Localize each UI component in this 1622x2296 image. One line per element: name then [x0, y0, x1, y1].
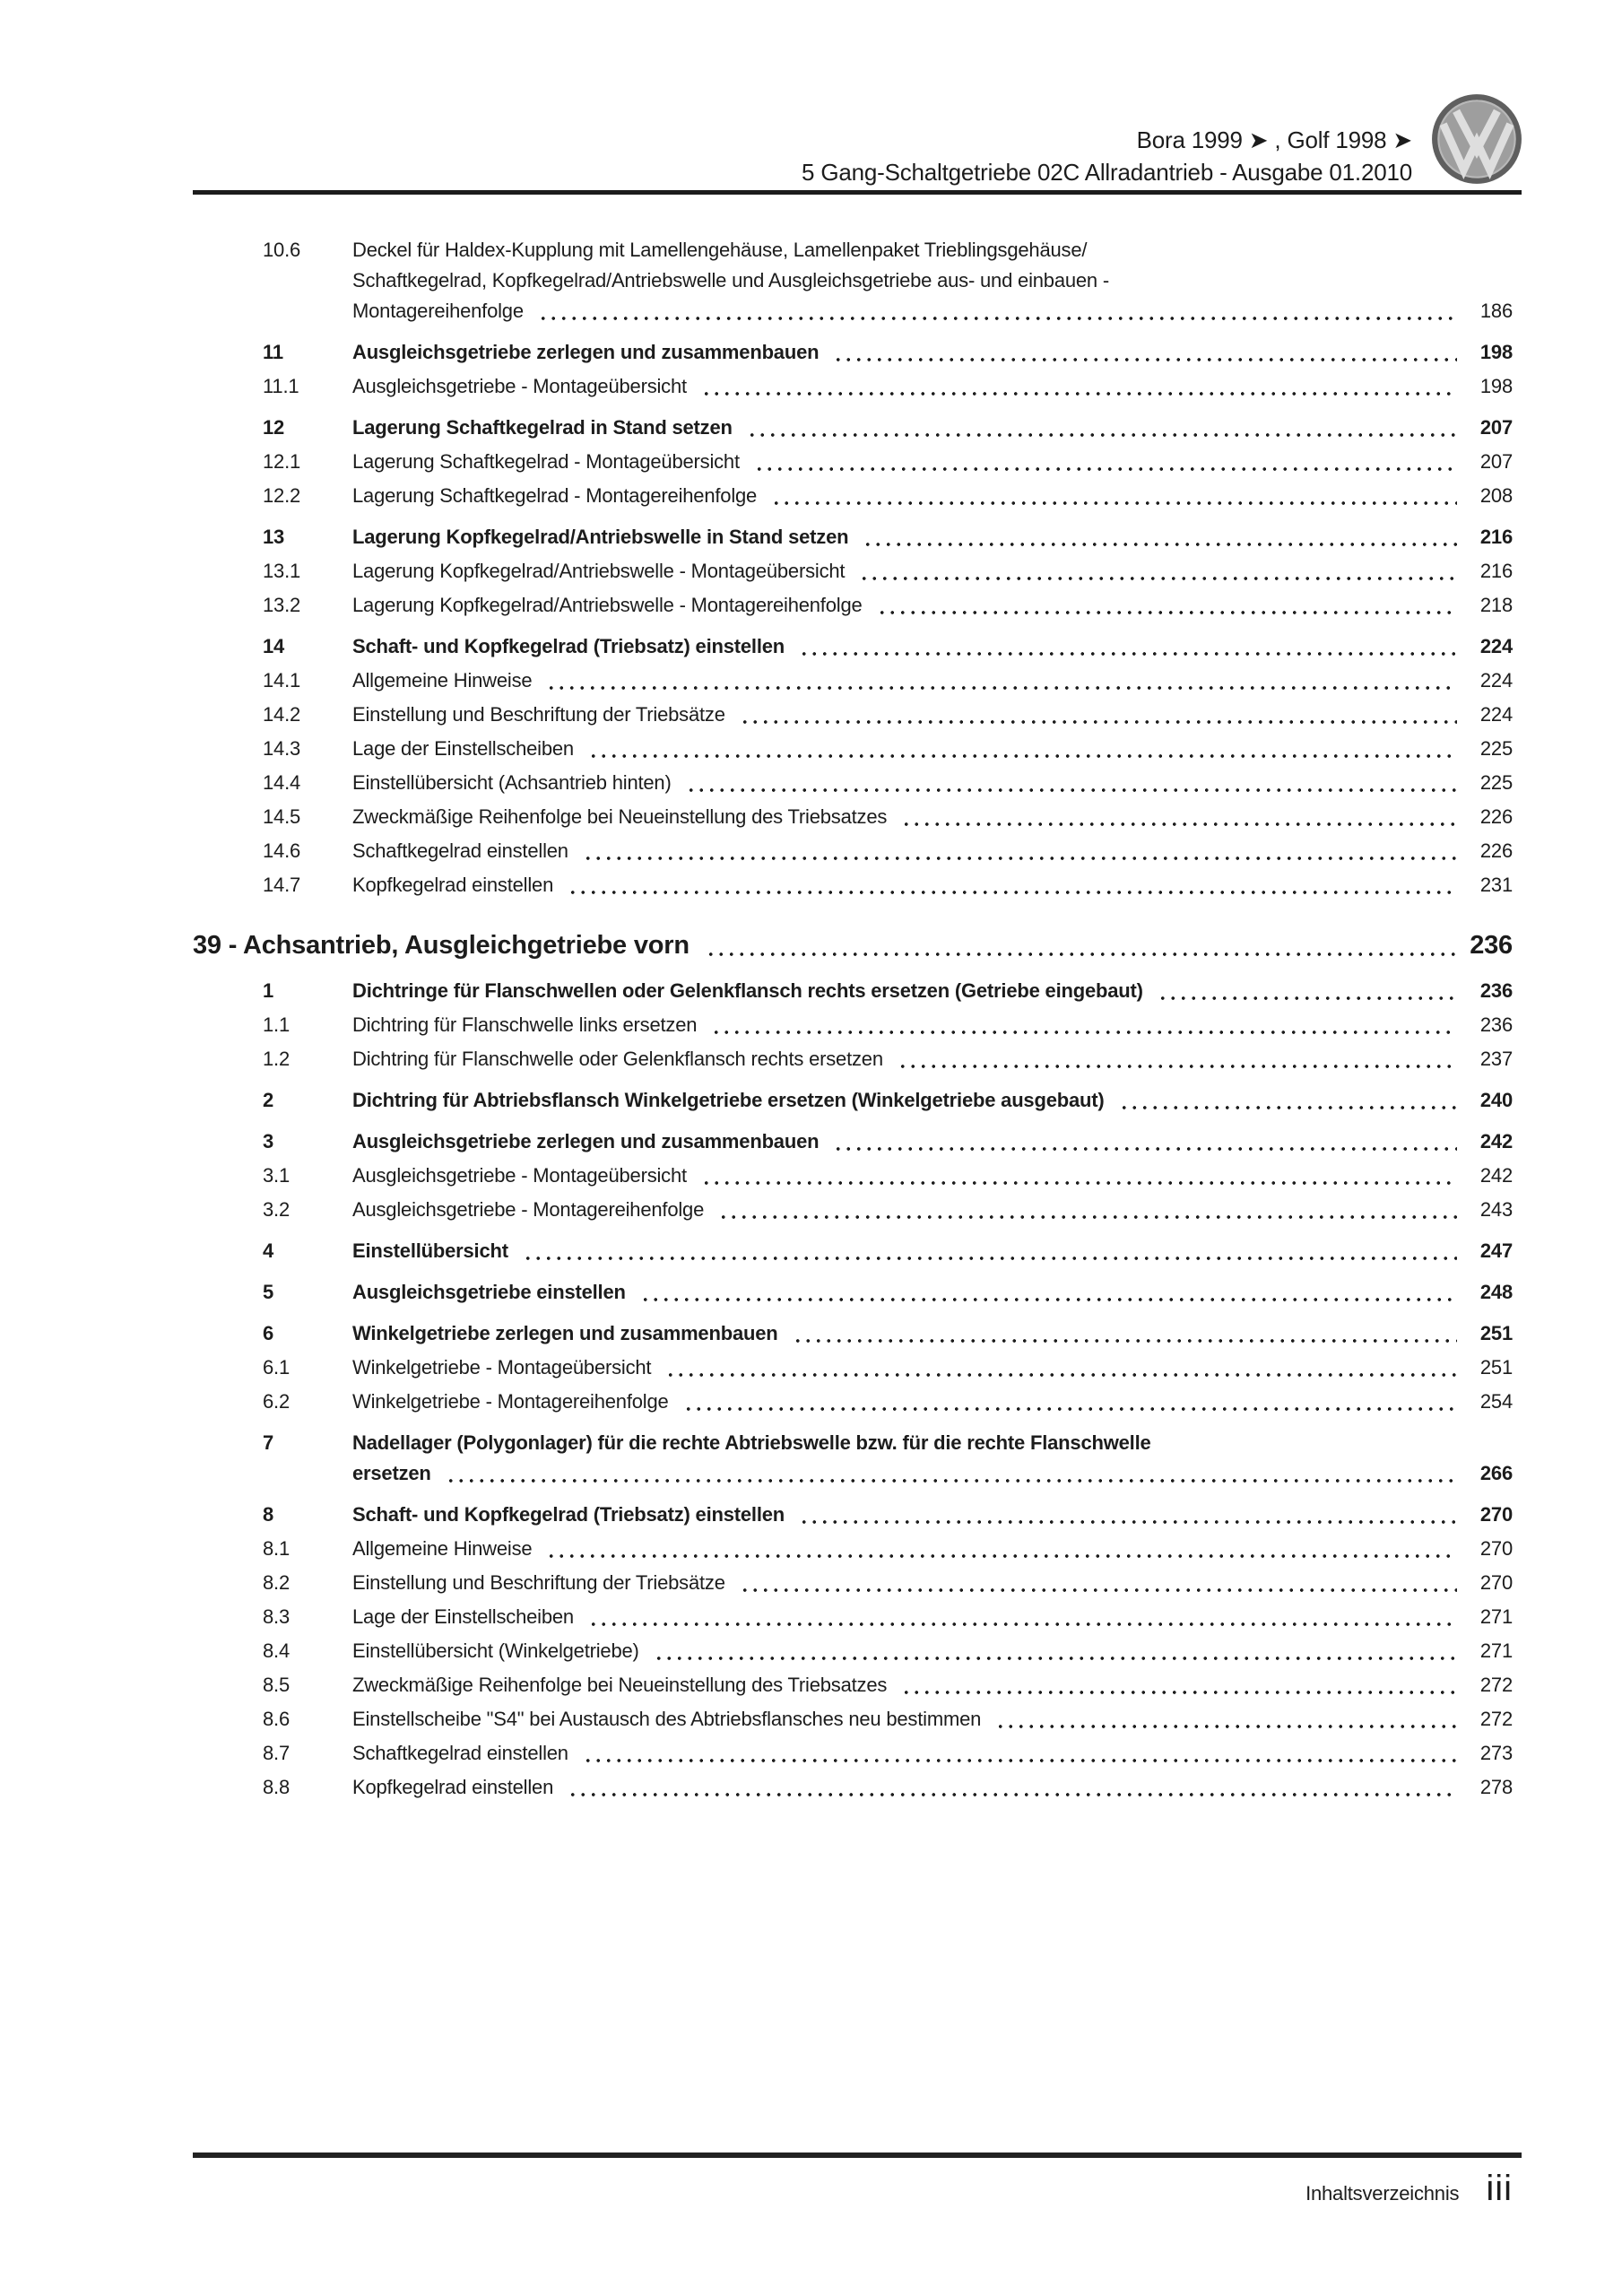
toc-entry — [193, 1704, 1513, 1735]
toc-entry — [193, 1670, 1513, 1700]
toc-entry — [193, 447, 1513, 477]
dot-leader — [896, 1044, 1457, 1074]
dot-leader — [738, 700, 1457, 730]
entry-body — [352, 556, 1513, 587]
entry-body — [352, 1704, 1513, 1735]
entry-title-last-line — [352, 1772, 1513, 1803]
dot-leader — [702, 926, 1455, 965]
entry-title-last-line — [352, 768, 1513, 798]
toc-entry — [193, 665, 1513, 696]
entry-title: ersetzen — [352, 1462, 431, 1484]
entry-page-number: 270 — [1479, 1571, 1513, 1594]
entry-page-number: 254 — [1479, 1390, 1513, 1413]
toc-entry — [193, 1126, 1513, 1157]
entry-title: Winkelgetriebe zerlegen und zusammenbauen — [352, 1322, 778, 1344]
toc-entry — [193, 1602, 1513, 1632]
entry-page-number: 272 — [1479, 1708, 1513, 1730]
entry-title-last-line — [352, 413, 1513, 443]
entry-number: 13 — [263, 526, 285, 548]
toc-entry — [193, 235, 1513, 326]
entry-page-number: 224 — [1479, 703, 1513, 726]
toc-entry — [193, 1772, 1513, 1803]
entry-number: 14 — [263, 635, 285, 657]
dot-leader — [899, 1670, 1457, 1700]
toc-entry — [193, 1500, 1513, 1530]
entry-body — [352, 522, 1513, 552]
dot-leader — [544, 665, 1457, 696]
entry-title: Kopfkegelrad einstellen — [352, 874, 554, 896]
entry-title-last-line — [352, 1236, 1513, 1266]
entry-body — [352, 768, 1513, 798]
footer-rule — [193, 2152, 1522, 2158]
entry-number: 14.2 — [263, 703, 301, 726]
toc-entry — [193, 1318, 1513, 1349]
entry-body — [352, 870, 1513, 900]
entry-title-last-line — [352, 700, 1513, 730]
dot-leader — [586, 734, 1457, 764]
entry-title: Lagerung Kopfkegelrad/Antriebswelle - Montagereihenfolge — [352, 594, 863, 616]
entry-number: 12.1 — [263, 450, 301, 473]
entry-title-last-line — [352, 802, 1513, 832]
dot-leader — [638, 1277, 1457, 1308]
entry-number: 5 — [263, 1281, 274, 1303]
entry-title-last-line — [352, 296, 1513, 326]
entry-page-number: 208 — [1479, 484, 1513, 507]
entry-title: Ausgleichsgetriebe - Montageübersicht — [352, 1164, 687, 1187]
dot-leader — [993, 1704, 1457, 1735]
entry-body — [352, 1085, 1513, 1116]
entry-title: Einstellübersicht — [352, 1239, 508, 1262]
toc-entry — [193, 836, 1513, 866]
dot-leader — [652, 1636, 1457, 1666]
entry-body — [352, 1195, 1513, 1225]
entry-title-last-line — [352, 1318, 1513, 1349]
section-page-number: 236 — [1470, 931, 1513, 960]
entry-title: Lage der Einstellscheiben — [352, 1605, 574, 1628]
entry-page-number: 207 — [1479, 416, 1513, 439]
toc-entry — [193, 870, 1513, 900]
entry-number: 14.6 — [263, 839, 301, 862]
toc-entry — [193, 734, 1513, 764]
entry-page-number: 226 — [1479, 805, 1513, 828]
entry-title: Einstellung und Beschriftung der Triebsätze — [352, 703, 725, 726]
entry-page-number: 242 — [1479, 1164, 1513, 1187]
entry-body — [352, 1318, 1513, 1349]
dot-leader — [709, 1010, 1457, 1040]
entry-body — [352, 1428, 1513, 1489]
dot-leader — [536, 296, 1457, 326]
toc-entry — [193, 522, 1513, 552]
entry-title: Einstellung und Beschriftung der Triebsätze — [352, 1571, 725, 1594]
entry-body — [352, 1010, 1513, 1040]
dot-leader — [544, 1534, 1457, 1564]
toc-entry — [193, 1236, 1513, 1266]
toc-entry — [193, 590, 1513, 621]
entry-title-last-line — [352, 1126, 1513, 1157]
entry-title: Lagerung Schaftkegelrad in Stand setzen — [352, 416, 733, 439]
entry-body — [352, 1534, 1513, 1564]
entry-title: Montagereihenfolge — [352, 300, 524, 322]
entry-title: Lagerung Schaftkegelrad - Montageübersicht — [352, 450, 740, 473]
entry-title-last-line — [352, 481, 1513, 511]
dot-leader — [857, 556, 1457, 587]
entry-number: 6 — [263, 1322, 274, 1344]
entry-title-last-line — [352, 665, 1513, 696]
entry-title-line: Deckel für Haldex-Kupplung mit Lamellengehäuse, Lamellenpaket Trieblingsgehäuse/ — [352, 239, 1088, 261]
entry-body — [352, 1670, 1513, 1700]
toc-section — [193, 926, 1513, 1803]
entry-title: Schaft- und Kopfkegelrad (Triebsatz) einstellen — [352, 1503, 785, 1526]
entry-number: 1 — [263, 979, 274, 1002]
entry-page-number: 237 — [1479, 1048, 1513, 1070]
entry-page-number: 272 — [1479, 1674, 1513, 1696]
entry-title: Schaftkegelrad einstellen — [352, 1742, 568, 1764]
section-title: 39 - Achsantrieb, Ausgleichgetriebe vorn — [193, 931, 690, 960]
entry-title: Lagerung Schaftkegelrad - Montagereihenfolge — [352, 484, 758, 507]
entry-number: 8.6 — [263, 1708, 290, 1730]
entry-title-last-line — [352, 371, 1513, 402]
entry-title: Einstellübersicht (Achsantrieb hinten) — [352, 771, 672, 794]
dot-leader — [586, 1602, 1457, 1632]
vw-logo-icon — [1430, 91, 1523, 187]
entry-body — [352, 413, 1513, 443]
toc-entry — [193, 1195, 1513, 1225]
toc-entry — [193, 413, 1513, 443]
entry-page-number: 231 — [1479, 874, 1513, 896]
entry-title-last-line — [352, 1636, 1513, 1666]
dot-leader — [566, 1772, 1457, 1803]
dot-leader — [797, 1500, 1457, 1530]
entry-title-last-line — [352, 590, 1513, 621]
entry-number: 12.2 — [263, 484, 301, 507]
toc-entry — [193, 1277, 1513, 1308]
entry-body — [352, 1500, 1513, 1530]
entry-title: Allgemeine Hinweise — [352, 1537, 533, 1560]
entry-page-number: 216 — [1479, 560, 1513, 582]
entry-title-last-line — [352, 1458, 1513, 1489]
toc-entry — [193, 1352, 1513, 1383]
toc-entry — [193, 1636, 1513, 1666]
entry-number: 14.7 — [263, 874, 301, 896]
entry-title: Ausgleichsgetriebe - Montagereihenfolge — [352, 1198, 705, 1221]
dot-leader — [1117, 1085, 1457, 1116]
entry-number: 8.5 — [263, 1674, 290, 1696]
footer-page-number: iii — [1486, 2169, 1513, 2208]
dot-leader — [699, 1161, 1457, 1191]
entry-title: Dichtring für Flanschwelle oder Gelenkflansch rechts ersetzen — [352, 1048, 883, 1070]
entry-number: 14.4 — [263, 771, 301, 794]
entry-number: 2 — [263, 1089, 274, 1111]
entry-number: 3 — [263, 1130, 274, 1152]
entry-body — [352, 1236, 1513, 1266]
toc-entry — [193, 1534, 1513, 1564]
entry-page-number: 271 — [1479, 1639, 1513, 1662]
entry-number: 1.1 — [263, 1013, 290, 1036]
dot-leader — [797, 631, 1457, 662]
entry-page-number: 248 — [1479, 1281, 1513, 1303]
entry-title: Dichtringe für Flanschwellen oder Gelenkflansch rechts ersetzen (Getriebe eingebaut) — [352, 979, 1143, 1002]
entry-title-last-line — [352, 836, 1513, 866]
entry-body — [352, 700, 1513, 730]
entry-title-last-line — [352, 1044, 1513, 1074]
entry-body — [352, 1636, 1513, 1666]
dot-leader — [684, 768, 1457, 798]
entry-title-last-line — [352, 1387, 1513, 1417]
entry-number: 13.2 — [263, 594, 301, 616]
entry-number: 7 — [263, 1431, 274, 1454]
entry-page-number: 198 — [1479, 341, 1513, 363]
entry-page-number: 225 — [1479, 737, 1513, 760]
entry-page-number: 242 — [1479, 1130, 1513, 1152]
entry-number: 8.3 — [263, 1605, 290, 1628]
dot-leader — [681, 1387, 1457, 1417]
toc-entry — [193, 1738, 1513, 1769]
entry-page-number: 224 — [1479, 669, 1513, 691]
entry-body — [352, 590, 1513, 621]
header-rule — [193, 190, 1522, 195]
entry-title-last-line — [352, 1500, 1513, 1530]
entry-number: 3.1 — [263, 1164, 290, 1187]
toc-section-header — [193, 926, 1513, 965]
toc-entry — [193, 631, 1513, 662]
entry-page-number: 251 — [1479, 1322, 1513, 1344]
entry-title: Dichtring für Abtriebsflansch Winkelgetriebe ersetzen (Winkelgetriebe ausgebaut) — [352, 1089, 1105, 1111]
entry-body — [352, 976, 1513, 1006]
entry-number: 8.7 — [263, 1742, 290, 1764]
toc-entry — [193, 1428, 1513, 1489]
entry-title: Schaftkegelrad einstellen — [352, 839, 568, 862]
entry-title-last-line — [352, 734, 1513, 764]
entry-page-number: 271 — [1479, 1605, 1513, 1628]
entry-body — [352, 1387, 1513, 1417]
entry-title-last-line — [352, 1195, 1513, 1225]
entry-title-last-line — [352, 1670, 1513, 1700]
entry-body — [352, 481, 1513, 511]
entry-title: Zweckmäßige Reihenfolge bei Neueinstellung des Triebsatzes — [352, 805, 888, 828]
entry-title-last-line — [352, 1277, 1513, 1308]
dot-leader — [581, 836, 1457, 866]
entry-title-last-line — [352, 1161, 1513, 1191]
entry-number: 14.5 — [263, 805, 301, 828]
dot-leader — [791, 1318, 1458, 1349]
entry-page-number: 186 — [1479, 300, 1513, 322]
entry-page-number: 270 — [1479, 1537, 1513, 1560]
entry-title: Kopfkegelrad einstellen — [352, 1776, 554, 1798]
header-doc-title: 5 Gang-Schaltgetriebe 02C Allradantrieb - Ausgabe 01.2010 — [802, 159, 1412, 186]
entry-body — [352, 1738, 1513, 1769]
entry-page-number: 240 — [1479, 1089, 1513, 1111]
entry-title: Zweckmäßige Reihenfolge bei Neueinstellung des Triebsatzes — [352, 1674, 888, 1696]
entry-page-number: 216 — [1479, 526, 1513, 548]
entry-number: 1.2 — [263, 1048, 290, 1070]
toc-entry — [193, 976, 1513, 1006]
entry-body — [352, 371, 1513, 402]
entry-page-number: 266 — [1479, 1462, 1513, 1484]
dot-leader — [861, 522, 1457, 552]
entry-title-last-line — [352, 447, 1513, 477]
entry-title: Ausgleichsgetriebe zerlegen und zusammenbauen — [352, 1130, 820, 1152]
entry-title: Allgemeine Hinweise — [352, 669, 533, 691]
toc-entry — [193, 1387, 1513, 1417]
dot-leader — [745, 413, 1457, 443]
entry-body — [352, 1602, 1513, 1632]
entry-title-last-line — [352, 1085, 1513, 1116]
dot-leader — [566, 870, 1457, 900]
toc-entry — [193, 768, 1513, 798]
entry-title: Winkelgetriebe - Montagereihenfolge — [352, 1390, 669, 1413]
entry-body — [352, 447, 1513, 477]
entry-page-number: 207 — [1479, 450, 1513, 473]
entry-title: Lagerung Kopfkegelrad/Antriebswelle - Montageübersicht — [352, 560, 846, 582]
toc-entry — [193, 556, 1513, 587]
entry-title-last-line — [352, 522, 1513, 552]
dot-leader — [899, 802, 1457, 832]
entry-number: 10.6 — [263, 239, 301, 261]
entry-number: 14.1 — [263, 669, 301, 691]
dot-leader — [521, 1236, 1457, 1266]
entry-title: Dichtring für Flanschwelle links ersetzen — [352, 1013, 698, 1036]
entry-title-last-line — [352, 1352, 1513, 1383]
dot-leader — [716, 1195, 1457, 1225]
entry-body — [352, 337, 1513, 368]
page-footer — [1305, 2169, 1513, 2209]
entry-body — [352, 235, 1513, 326]
dot-leader — [769, 481, 1457, 511]
entry-page-number: 247 — [1479, 1239, 1513, 1262]
entry-title: Lagerung Kopfkegelrad/Antriebswelle in Stand setzen — [352, 526, 849, 548]
entry-title-last-line — [352, 556, 1513, 587]
entry-title: Ausgleichsgetriebe - Montageübersicht — [352, 375, 687, 397]
entry-title: Ausgleichsgetriebe zerlegen und zusammenbauen — [352, 341, 820, 363]
dot-leader — [581, 1738, 1457, 1769]
entry-body — [352, 1352, 1513, 1383]
entry-title: Schaft- und Kopfkegelrad (Triebsatz) einstellen — [352, 635, 785, 657]
toc-entry — [193, 481, 1513, 511]
entry-body — [352, 1568, 1513, 1598]
entry-title-line: Schaftkegelrad, Kopfkegelrad/Antriebswelle und Ausgleichsgetriebe aus- und einbauen - — [352, 269, 1110, 291]
entry-body — [352, 1161, 1513, 1191]
entry-title-last-line — [352, 631, 1513, 662]
dot-leader — [444, 1458, 1457, 1489]
entry-number: 6.1 — [263, 1356, 290, 1378]
entry-number: 8.4 — [263, 1639, 290, 1662]
entry-number: 3.2 — [263, 1198, 290, 1221]
toc-entry — [193, 1044, 1513, 1074]
entry-page-number: 251 — [1479, 1356, 1513, 1378]
entry-title-line: Nadellager (Polygonlager) für die rechte Abtriebswelle bzw. für die rechte Flanschwelle — [352, 1431, 1151, 1454]
toc-entry — [193, 1568, 1513, 1598]
footer-label: Inhaltsverzeichnis — [1305, 2182, 1460, 2205]
entry-title: Einstellscheibe "S4" bei Austausch des Abtriebsflansches neu bestimmen — [352, 1708, 982, 1730]
entry-page-number: 270 — [1479, 1503, 1513, 1526]
dot-leader — [664, 1352, 1457, 1383]
entry-page-number: 225 — [1479, 771, 1513, 794]
toc — [193, 231, 1513, 1803]
entry-page-number: 218 — [1479, 594, 1513, 616]
entry-page-number: 236 — [1479, 979, 1513, 1002]
dot-leader — [1156, 976, 1457, 1006]
entry-title-last-line — [352, 976, 1513, 1006]
entry-body — [352, 1772, 1513, 1803]
entry-number: 14.3 — [263, 737, 301, 760]
toc-entry — [193, 1010, 1513, 1040]
entry-title-last-line — [352, 1738, 1513, 1769]
entry-title-last-line — [352, 1704, 1513, 1735]
page-header — [802, 124, 1412, 188]
entry-number: 11 — [263, 341, 283, 363]
dot-leader — [831, 1126, 1457, 1157]
toc-entry — [193, 1085, 1513, 1116]
entry-number: 8.1 — [263, 1537, 290, 1560]
entry-body — [352, 802, 1513, 832]
entry-body — [352, 1044, 1513, 1074]
entry-title-last-line — [352, 1534, 1513, 1564]
entry-title: Einstellübersicht (Winkelgetriebe) — [352, 1639, 639, 1662]
toc-section — [193, 235, 1513, 900]
dot-leader — [875, 590, 1457, 621]
entry-page-number: 278 — [1479, 1776, 1513, 1798]
entry-title: Ausgleichsgetriebe einstellen — [352, 1281, 626, 1303]
entry-body — [352, 1126, 1513, 1157]
entry-title: Lage der Einstellscheiben — [352, 737, 574, 760]
entry-body — [352, 1277, 1513, 1308]
toc-entry — [193, 700, 1513, 730]
toc-entry — [193, 802, 1513, 832]
entry-number: 4 — [263, 1239, 274, 1262]
entry-title-last-line — [352, 870, 1513, 900]
entry-title-last-line — [352, 1602, 1513, 1632]
entry-page-number: 226 — [1479, 839, 1513, 862]
entry-number: 11.1 — [263, 375, 299, 397]
entry-body — [352, 734, 1513, 764]
dot-leader — [831, 337, 1457, 368]
entry-number: 8.8 — [263, 1776, 290, 1798]
toc-entry — [193, 337, 1513, 368]
entry-number: 8.2 — [263, 1571, 290, 1594]
header-models-line: Bora 1999 ➤ , Golf 1998 ➤ — [1136, 126, 1412, 153]
entry-title: Winkelgetriebe - Montageübersicht — [352, 1356, 652, 1378]
dot-leader — [738, 1568, 1457, 1598]
entry-page-number: 273 — [1479, 1742, 1513, 1764]
entry-page-number: 236 — [1479, 1013, 1513, 1036]
toc-entry — [193, 1161, 1513, 1191]
entry-number: 13.1 — [263, 560, 301, 582]
entry-page-number: 198 — [1479, 375, 1513, 397]
entry-page-number: 243 — [1479, 1198, 1513, 1221]
entry-body — [352, 631, 1513, 662]
entry-number: 8 — [263, 1503, 274, 1526]
entry-title-last-line — [352, 337, 1513, 368]
entry-body — [352, 665, 1513, 696]
toc-entry — [193, 371, 1513, 402]
dot-leader — [699, 371, 1457, 402]
entry-title-last-line — [352, 1010, 1513, 1040]
entry-body — [352, 836, 1513, 866]
entry-number: 12 — [263, 416, 285, 439]
entry-page-number: 224 — [1479, 635, 1513, 657]
dot-leader — [752, 447, 1457, 477]
entry-number: 6.2 — [263, 1390, 290, 1413]
entry-title-last-line — [352, 1568, 1513, 1598]
